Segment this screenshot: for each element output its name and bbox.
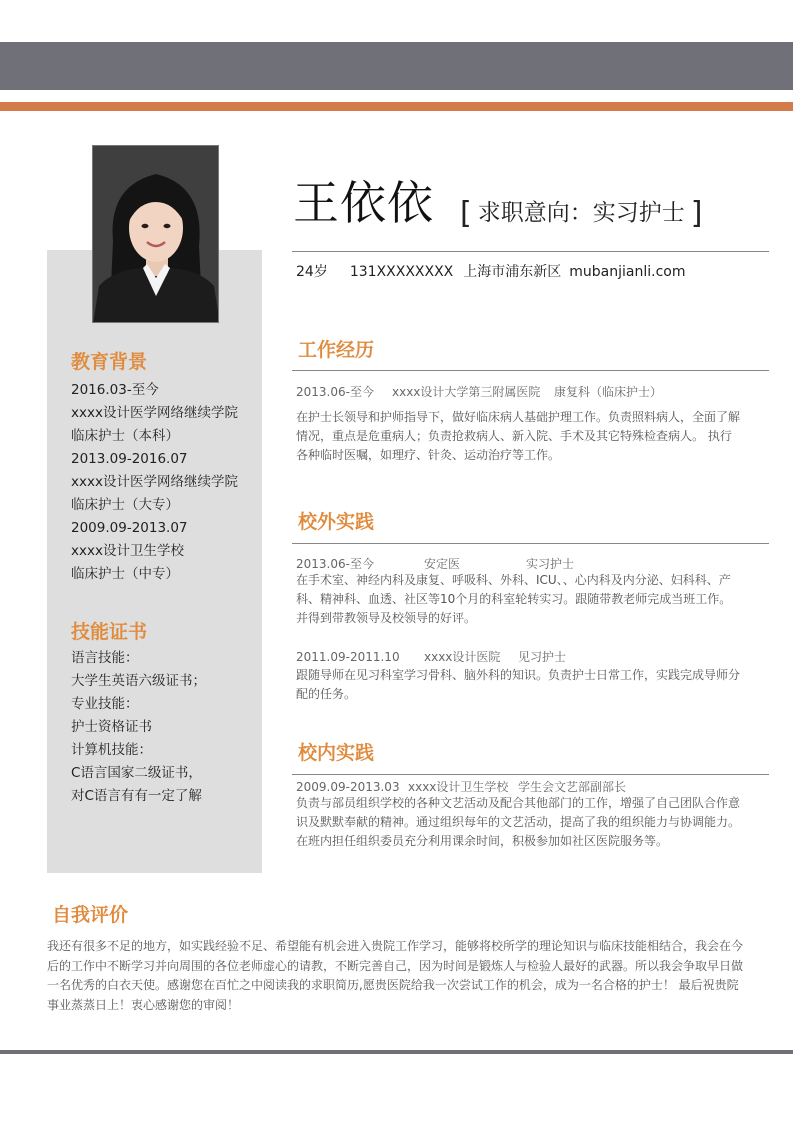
skills-line: 语言技能： bbox=[71, 650, 139, 666]
education-list bbox=[71, 379, 238, 586]
internal-title: 校内实践 bbox=[298, 742, 375, 764]
education-line: 2009.09-2013.07 bbox=[71, 520, 188, 536]
external-entry-org: xxxx设计医院 bbox=[424, 650, 501, 664]
skills-line: 对C语言有有一定了解 bbox=[71, 788, 202, 804]
external-title: 校外实践 bbox=[298, 511, 375, 533]
profile-photo bbox=[92, 145, 219, 323]
skills-line: C语言国家二级证书， bbox=[71, 765, 202, 781]
education-line: xxxx设计医学网络继续学院 bbox=[71, 405, 238, 421]
phone-text: 131XXXXXXXX bbox=[349, 264, 454, 280]
internal-entry-role: 学生会文艺部副部长 bbox=[518, 780, 627, 794]
address-text: 上海市浦东新区 bbox=[463, 264, 562, 280]
contact-info bbox=[296, 261, 700, 281]
education-line: 临床护士（中专） bbox=[71, 566, 179, 582]
self-eval-body: 我还有很多不足的地方，如实践经验不足、希望能有机会进入贵院工作学习，能够将校所学的理论知识与临床技能相结合，我会在今后的工作中不断学习并向周围的各位老师虚心的请教，不断完善自己，因为时间是锻炼人与检验人最好的武器。所以我会争取早日做一名优秀的白衣天使。感谢您在百忙之中阅读我的求职简历,愿贵医院给我一次尝试工作的机会，成为一名合格的护士！ 最后祝贵院事业蒸蒸日上！衷心感谢您的审阅！ bbox=[47, 939, 744, 1012]
job-intent bbox=[460, 196, 703, 231]
skills-title: 技能证书 bbox=[71, 621, 148, 643]
internal-entry-head bbox=[296, 778, 626, 795]
education-title: 教育背景 bbox=[71, 351, 148, 373]
external-divider bbox=[292, 543, 769, 544]
external-entry-org: 安定医 bbox=[424, 557, 461, 571]
external-entry-body: 在手术室、神经内科及康复、呼吸科、外科、ICU、、心内科及内分泌、妇科科、产科、精神科、血透、社区等10个月的科室轮转实习。跟随带教老师完成当班工作。并得到带教领导及校领导的好评。 bbox=[296, 573, 732, 625]
age-text: 24岁 bbox=[296, 264, 328, 280]
header-divider bbox=[292, 251, 769, 252]
work-entry-role: 康复科（临床护士） bbox=[554, 385, 663, 399]
skills-line: 专业技能： bbox=[71, 696, 139, 712]
skills-line: 护士资格证书 bbox=[71, 719, 152, 735]
external-entry-head bbox=[296, 648, 566, 665]
external-entry-body: 跟随导师在见习科室学习骨科、脑外科的知识。负责护士日常工作，实践完成导师分配的任务。 bbox=[296, 668, 741, 701]
header-orange-bar bbox=[0, 102, 793, 111]
work-entry-org: xxxx设计大学第三附属医院 bbox=[392, 385, 541, 399]
footer-gray-bar bbox=[0, 1050, 793, 1054]
external-entry-role: 见习护士 bbox=[518, 650, 567, 664]
self-eval-title: 自我评价 bbox=[52, 904, 129, 926]
work-entry-head bbox=[296, 383, 662, 400]
external-entry-date: 2013.06-至今 bbox=[296, 557, 374, 571]
internal-divider bbox=[292, 774, 769, 775]
work-title: 工作经历 bbox=[298, 339, 375, 361]
education-line: 2013.09-2016.07 bbox=[71, 451, 188, 467]
education-line: xxxx设计卫生学校 bbox=[71, 543, 184, 559]
work-divider bbox=[292, 370, 769, 371]
internal-entry-body: 负责与部员组织学校的各种文艺活动及配合其他部门的工作，增强了自己团队合作意识及默默奉献的精神。通过组织每年的文艺活动，提高了我的组织能力与协调能力。在班内担任组织委员充分利用课余时间，积极参加如社区医院服务等。 bbox=[296, 796, 741, 848]
website-text: mubanjianli.com bbox=[569, 264, 686, 280]
education-line: xxxx设计医学网络继续学院 bbox=[71, 474, 238, 490]
external-entry-date: 2011.09-2011.10 bbox=[296, 650, 400, 664]
education-line: 临床护士（本科） bbox=[71, 428, 179, 444]
skills-line: 计算机技能： bbox=[71, 742, 152, 758]
intent-bracket-close: ] bbox=[690, 196, 703, 231]
education-line: 2016.03-至今 bbox=[71, 382, 159, 398]
external-entry-head bbox=[296, 555, 574, 572]
header-gray-bar bbox=[0, 42, 793, 90]
candidate-name: 王依依 bbox=[293, 176, 434, 230]
skills-line: 大学生英语六级证书； bbox=[71, 673, 206, 689]
education-line: 临床护士（大专） bbox=[71, 497, 179, 513]
work-entry-date: 2013.06-至今 bbox=[296, 385, 374, 399]
intent-text: 求职意向：实习护士 bbox=[477, 200, 685, 226]
intent-bracket-open: [ bbox=[460, 196, 472, 231]
external-entry-role: 实习护士 bbox=[526, 557, 575, 571]
internal-entry-org: xxxx设计卫生学校 bbox=[408, 780, 509, 794]
skills-list bbox=[71, 647, 206, 808]
work-entry-body: 在护士长领导和护师指导下，做好临床病人基础护理工作。负责照料病人，全面了解情况，重点是危重病人；负责抢救病人、新入院、手术及其它特殊检查病人。 执行各种临时医嘱，如理疗、针灸、运动治疗等工作。 bbox=[296, 410, 741, 462]
internal-entry-date: 2009.09-2013.03 bbox=[296, 780, 400, 794]
